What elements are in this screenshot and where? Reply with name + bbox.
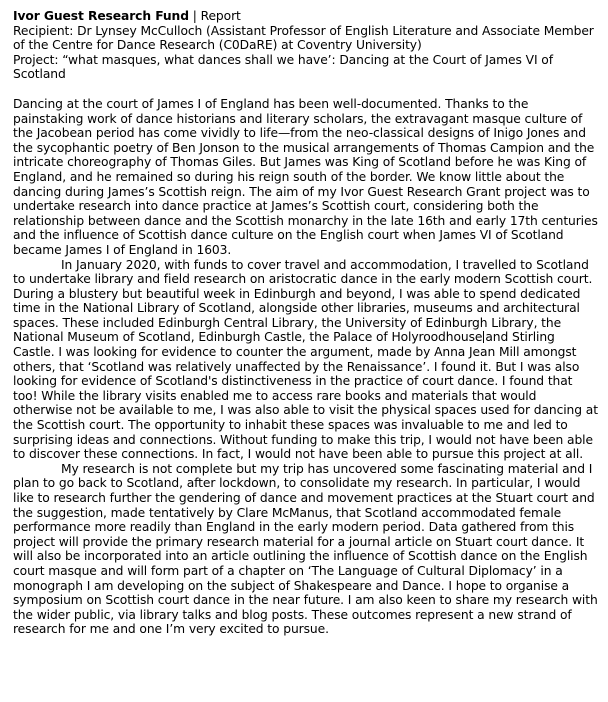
title-separator: | xyxy=(188,9,201,23)
recipient-line: Recipient: Dr Lynsey McCulloch (Assistant Professor of English Literature and Associate Member of the Centre for Dance Research (C0DaRE) at Coventry University) xyxy=(13,23,594,53)
doc-type: Report xyxy=(200,9,241,23)
report-body[interactable] xyxy=(13,97,598,637)
paragraph-2-part-a: In January 2020, with funds to cover travel and accommodation, I travelled to Scotland to undertake library and field research on aristocratic dance in the early modern Scottish court. During a blustery but beautiful week in Edinburgh and beyond, I was able to spend dedicated time in the National Library of Scotland, alongside other libraries, museums and architectural spaces. These included Edinburgh Central Library, the University of Edinburgh Library, the National Museum of Scotland, Edinburgh Castle, the Palace of Holyroodhouse xyxy=(13,257,593,345)
paragraph-2-part-b: and Stirling Castle. I was looking for evidence to counter the argument, made by Anna Jean Mill amongst others, that ‘Scotland was relatively unaffected by the Renaissance’. I found it. But I was also looking for evidence of Scotland's distinctiveness in the practice of court dance. I found that too! While the library visits enabled me to access rare books and materials that would otherwise not be available to me, I was also able to visit the physical spaces used for dancing at the Scottish court. The opportunity to inhabit these spaces was invaluable to me and led to surprising ideas and connections. Without funding to make this trip, I would not have been able to discover these connections. In fact, I would not have been able to pursue this project at all. xyxy=(13,330,598,462)
report-title xyxy=(13,9,598,24)
fund-name: Ivor Guest Research Fund xyxy=(13,9,189,23)
document-page xyxy=(13,9,598,637)
paragraph-2 xyxy=(13,258,598,462)
paragraph-1: Dancing at the court of James I of England has been well-documented. Thanks to the painstaking work of dance historians and literary scholars, the extravagant masque culture of the Jacobean period has come vividly to life—from the neo-classical designs of Inigo Jones and the sycophantic poetry of Ben Jonson to the musical arrangements of Thomas Campion and the intricate choreography of Thomas Giles. But James was King of Scotland before he was King of England, and he remained so during his reign south of the border. We know little about the dancing during James’s Scottish reign. The aim of my Ivor Guest Research Grant project was to undertake research into dance practice at James’s Scottish court, considering both the relationship between dance and the Scottish monarchy in the late 16th and early 17th centuries and the influence of Scottish dance culture on the English court when James VI of Scotland became James I of England in 1603. xyxy=(13,96,598,257)
report-header xyxy=(13,9,598,82)
spacer xyxy=(13,82,598,97)
paragraph-3: My research is not complete but my trip has uncovered some fascinating material and I plan to go back to Scotland, after lockdown, to consolidate my research. In particular, I would like to research further the gendering of dance and movement practices at the Stuart court and the suggestion, made tentatively by Clare McManus, that Scotland accommodated female performance more readily than England in the early modern period. Data gathered from this project will provide the primary research material for a journal article on Stuart court dance. It will also be incorporated into an article outlining the influence of Scottish dance on the English court masque and will form part of a chapter on ‘The Language of Cultural Diplomacy’ in a monograph I am developing on the subject of Shakespeare and Dance. I hope to organise a symposium on Scottish court dance in the near future. I am also keen to share my research with the wider public, via library talks and blog posts. These outcomes represent a new strand of research for me and one I’m very excited to pursue. xyxy=(13,461,598,637)
project-line: Project: “what masques, what dances shall we have’: Dancing at the Court of James VI of Scotland xyxy=(13,52,553,82)
